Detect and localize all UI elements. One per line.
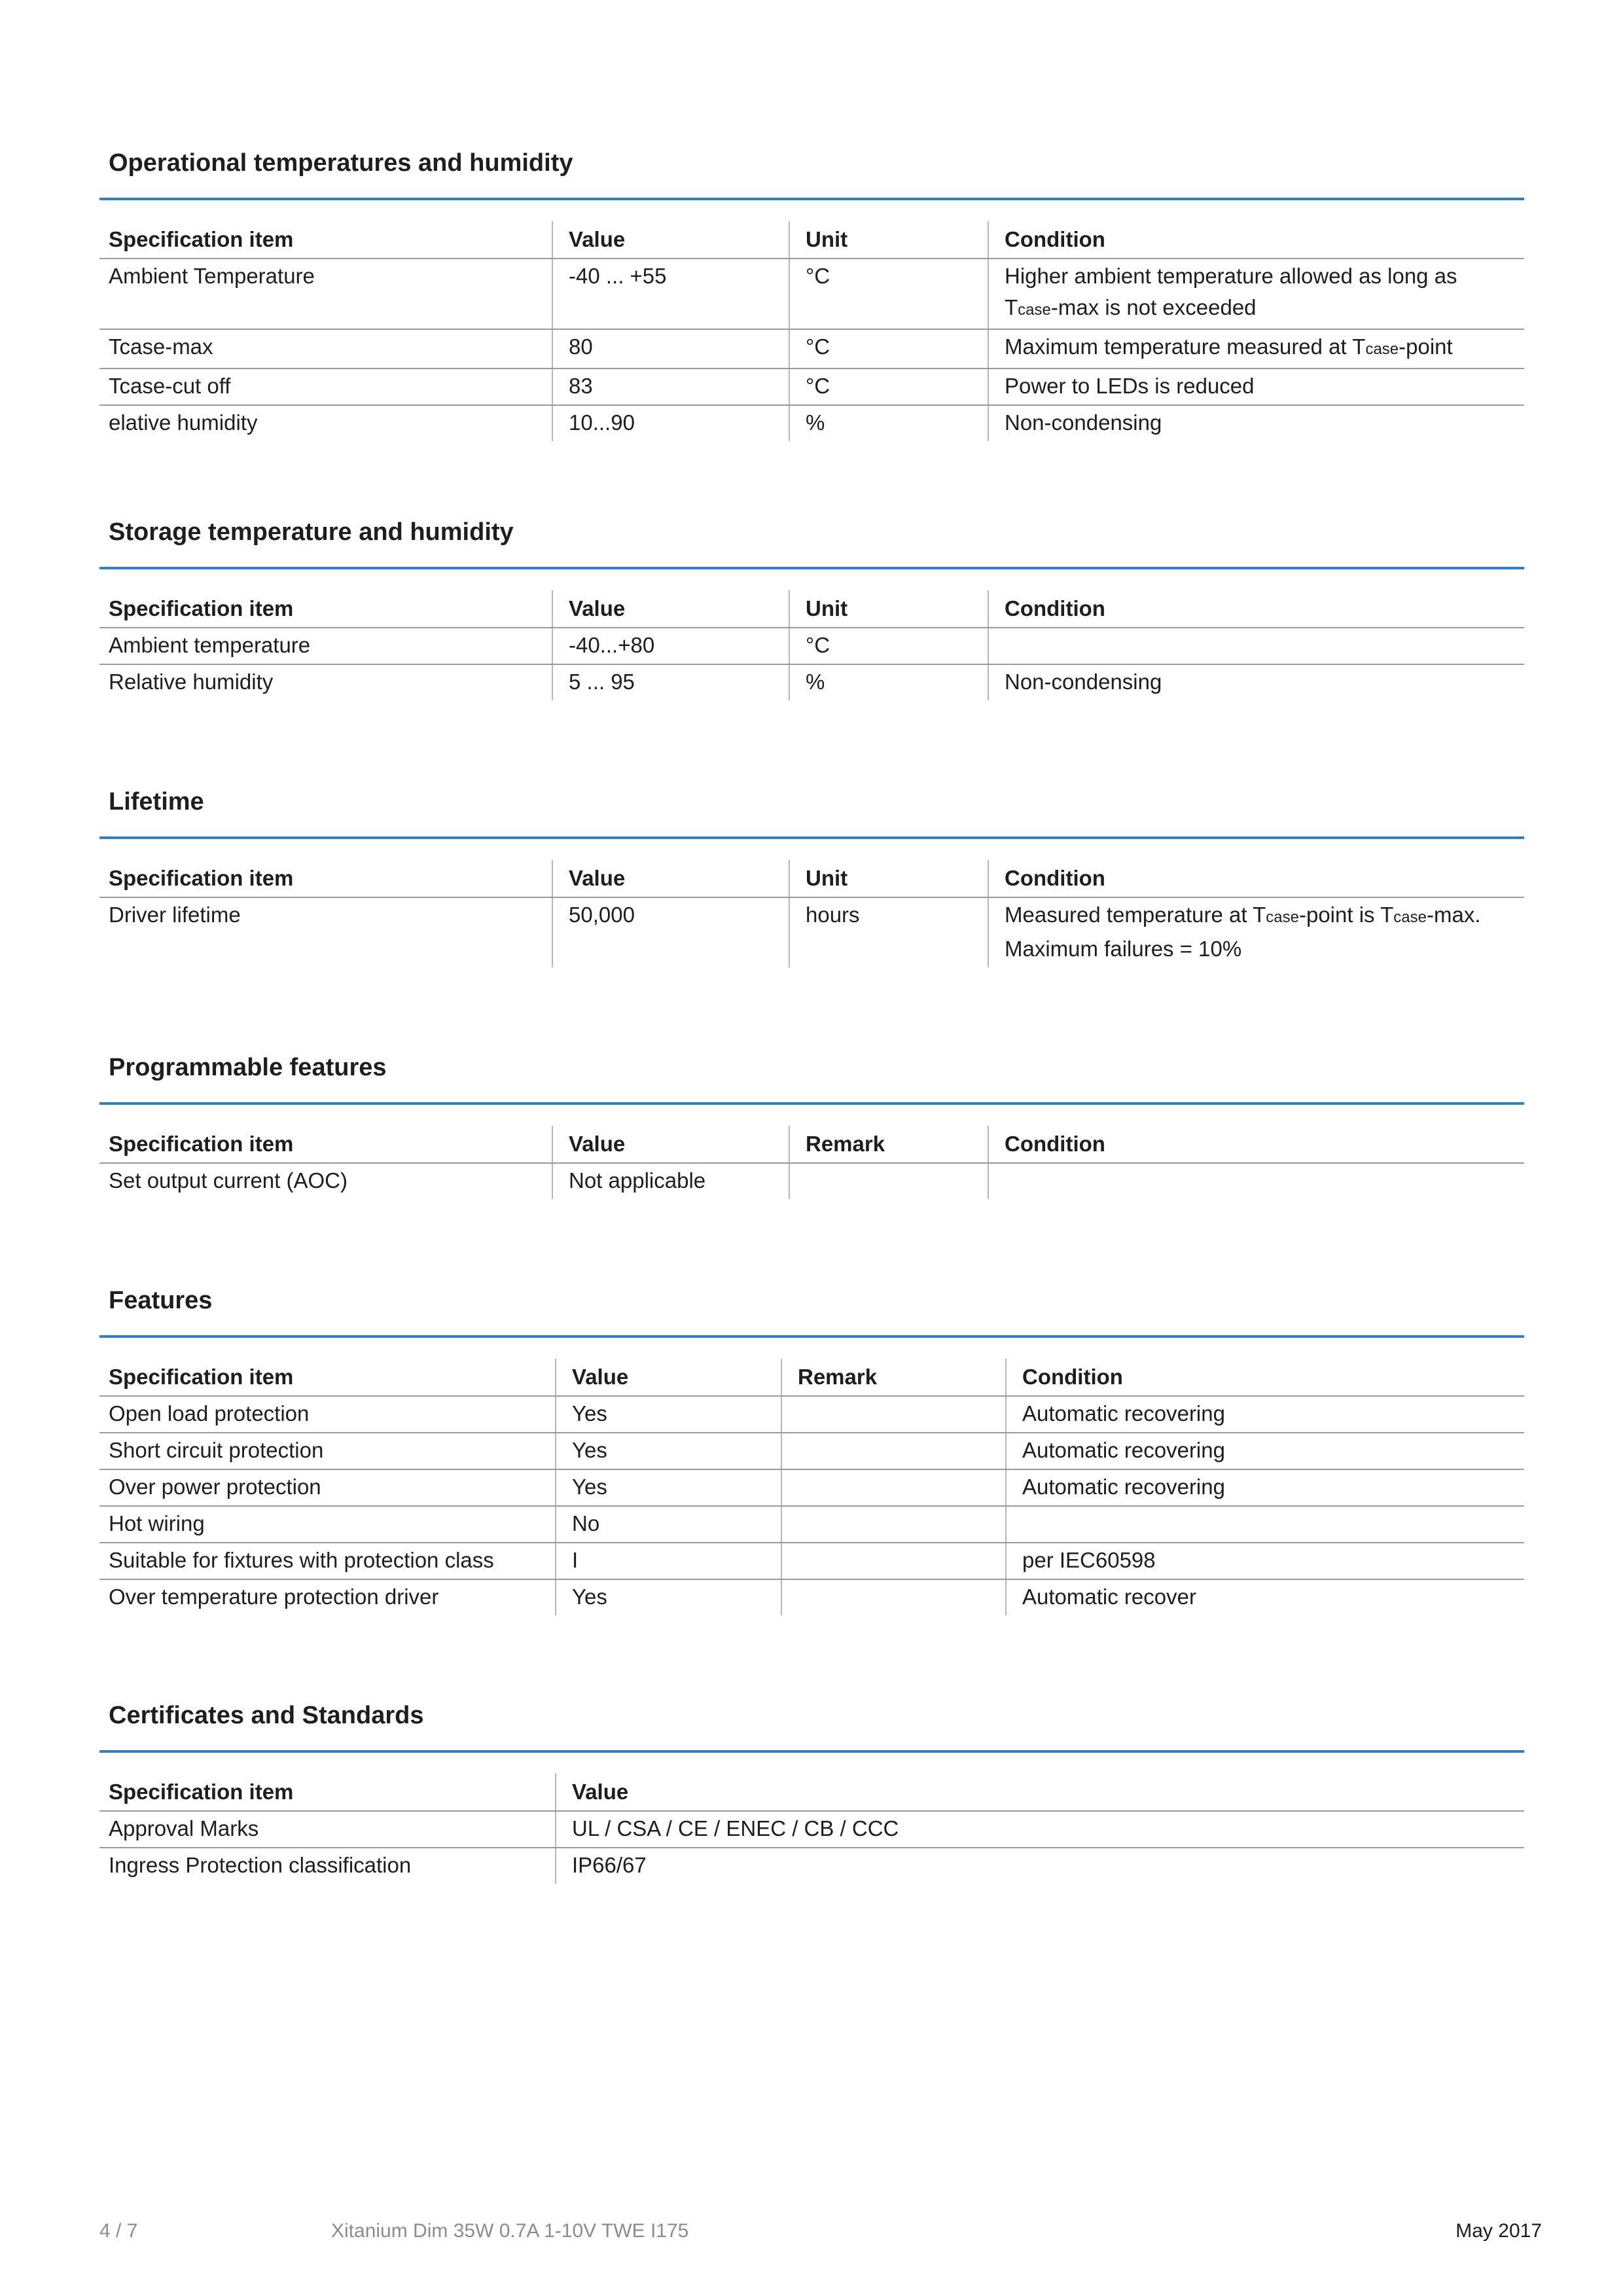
column-header-specification-item: Specification item <box>99 860 552 897</box>
column-header-value: Value <box>556 1359 781 1396</box>
unit-cell: °C <box>789 628 988 664</box>
table-row <box>99 368 1524 405</box>
spec-item-cell: Ingress Protection classification <box>109 1853 412 1877</box>
value-cell: -40 ... +55 <box>552 259 789 329</box>
condition-cell: per IEC60598 <box>1006 1543 1524 1579</box>
table-row <box>99 1579 1524 1615</box>
value-cell: No <box>556 1506 781 1543</box>
section-divider <box>99 836 1524 839</box>
spec-item-cell: Over power protection <box>99 1469 556 1506</box>
value-cell: I <box>556 1543 781 1579</box>
remark-cell <box>781 1579 1006 1615</box>
spec-item-cell: Ambient Temperature <box>99 259 552 329</box>
table-row <box>99 897 1524 967</box>
column-header-unit: Unit <box>789 221 988 259</box>
table-row <box>99 405 1524 441</box>
spec-item-cell: Short circuit protection <box>99 1433 556 1469</box>
column-header-specification-item: Specification item <box>99 590 552 628</box>
section-divider <box>99 1335 1524 1338</box>
spec-item-cell: Hot wiring <box>99 1506 556 1543</box>
value-cell: 83 <box>552 368 789 405</box>
spec-table <box>99 221 1524 441</box>
section-title: Operational temperatures and humidity <box>109 149 573 177</box>
condition-cell: Automatic recovering <box>1006 1433 1524 1469</box>
spec-item-cell: Relative humidity <box>109 670 274 694</box>
column-header-specification-item: Specification item <box>99 1126 552 1163</box>
table-row <box>99 1396 1524 1433</box>
table-header-row <box>99 1359 1524 1396</box>
remark-cell <box>781 1469 1006 1506</box>
column-header-value: Value <box>552 1126 789 1163</box>
section-title: Certificates and Standards <box>109 1702 424 1729</box>
spec-item-cell: Ambient temperature <box>99 628 552 664</box>
column-header-condition: Condition <box>988 860 1524 897</box>
section-divider <box>99 567 1524 569</box>
value-cell: Not applicable <box>552 1163 789 1199</box>
spec-item-cell: Driver lifetime <box>109 903 241 927</box>
spec-table <box>99 1126 1524 1199</box>
spec-item-cell: Tcase-cut off <box>99 368 552 405</box>
section-divider <box>99 1750 1524 1753</box>
table-row <box>99 1469 1524 1506</box>
column-header-value: Value <box>552 590 789 628</box>
condition-cell <box>1006 1506 1524 1543</box>
page-number: 4 / 7 <box>99 2220 138 2242</box>
unit-cell: hours <box>789 897 988 967</box>
unit-cell: % <box>789 664 988 700</box>
column-header-value: Value <box>552 860 789 897</box>
column-header-condition: Condition <box>1006 1359 1524 1396</box>
section-title: Programmable features <box>109 1054 387 1081</box>
spec-item-cell: Approval Marks <box>99 1811 556 1848</box>
column-header-specification-item: Specification item <box>99 1774 556 1811</box>
remark-cell <box>781 1433 1006 1469</box>
remark-cell <box>789 1163 988 1199</box>
spec-table <box>99 1774 1524 1884</box>
column-header-unit: Unit <box>789 590 988 628</box>
unit-cell: % <box>789 405 988 441</box>
spec-item-cell: Over temperature protection driver <box>109 1585 439 1609</box>
table-row <box>99 1163 1524 1199</box>
spec-table <box>99 860 1524 967</box>
unit-cell: °C <box>789 329 988 368</box>
condition-cell <box>988 1163 1524 1199</box>
condition-cell: Automatic recovering <box>1006 1396 1524 1433</box>
value-cell: 50,000 <box>552 897 789 967</box>
spec-item-cell: Tcase-max <box>99 329 552 368</box>
section-divider <box>99 1102 1524 1105</box>
spec-item-cell: Suitable for fixtures with protection class <box>99 1543 556 1579</box>
column-header-value: Value <box>556 1774 1524 1811</box>
table-row <box>99 1433 1524 1469</box>
unit-cell: °C <box>789 368 988 405</box>
spec-item-cell: Set output current (AOC) <box>109 1168 348 1193</box>
remark-cell <box>781 1543 1006 1579</box>
table-row <box>99 329 1524 368</box>
table-header-row <box>99 860 1524 897</box>
product-name: Xitanium Dim 35W 0.7A 1-10V TWE I175 <box>331 2220 689 2242</box>
value-cell: 5 ... 95 <box>552 664 789 700</box>
spec-table <box>99 1359 1524 1615</box>
condition-cell: Non-condensing <box>988 664 1524 700</box>
spec-table <box>99 590 1524 700</box>
section-divider <box>99 198 1524 200</box>
publication-date: May 2017 <box>1455 2220 1542 2242</box>
spec-item-cell: Open load protection <box>99 1396 556 1433</box>
value-cell: IP66/67 <box>556 1848 1524 1884</box>
table-row <box>99 1848 1524 1884</box>
condition-cell: Maximum temperature measured at Tcase-point <box>988 329 1524 368</box>
condition-cell <box>988 628 1524 664</box>
unit-cell: °C <box>789 259 988 329</box>
condition-cell: Measured temperature at Tcase-point is Tcase-max. Maximum failures = 10% <box>988 897 1524 967</box>
table-row <box>99 1811 1524 1848</box>
column-header-remark: Remark <box>781 1359 1006 1396</box>
table-row <box>99 1506 1524 1543</box>
value-cell: 10...90 <box>552 405 789 441</box>
table-row <box>99 664 1524 700</box>
section-title: Features <box>109 1287 213 1314</box>
column-header-condition: Condition <box>988 1126 1524 1163</box>
table-row <box>99 1543 1524 1579</box>
column-header-specification-item: Specification item <box>99 1359 556 1396</box>
remark-cell <box>781 1396 1006 1433</box>
value-cell: Yes <box>556 1469 781 1506</box>
condition-cell: Higher ambient temperature allowed as long as Tcase-max is not exceeded <box>988 259 1524 329</box>
condition-cell: Power to LEDs is reduced <box>988 368 1524 405</box>
value-cell: Yes <box>556 1433 781 1469</box>
spec-item-cell: elative humidity <box>109 410 258 435</box>
table-header-row <box>99 1774 1524 1811</box>
column-header-condition: Condition <box>988 590 1524 628</box>
table-header-row <box>99 590 1524 628</box>
value-cell: Yes <box>556 1396 781 1433</box>
table-row <box>99 628 1524 664</box>
table-row <box>99 259 1524 329</box>
column-header-specification-item: Specification item <box>99 221 552 259</box>
value-cell: -40...+80 <box>552 628 789 664</box>
column-header-condition: Condition <box>988 221 1524 259</box>
column-header-value: Value <box>552 221 789 259</box>
condition-cell: Automatic recover <box>1006 1579 1524 1615</box>
condition-cell: Non-condensing <box>988 405 1524 441</box>
remark-cell <box>781 1506 1006 1543</box>
column-header-unit: Unit <box>789 860 988 897</box>
condition-cell: Automatic recovering <box>1006 1469 1524 1506</box>
column-header-remark: Remark <box>789 1126 988 1163</box>
table-header-row <box>99 1126 1524 1163</box>
table-header-row <box>99 221 1524 259</box>
section-title: Lifetime <box>109 788 204 816</box>
value-cell: 80 <box>552 329 789 368</box>
value-cell: Yes <box>556 1579 781 1615</box>
value-cell: UL / CSA / CE / ENEC / CB / CCC <box>556 1811 1524 1848</box>
section-title: Storage temperature and humidity <box>109 518 514 546</box>
